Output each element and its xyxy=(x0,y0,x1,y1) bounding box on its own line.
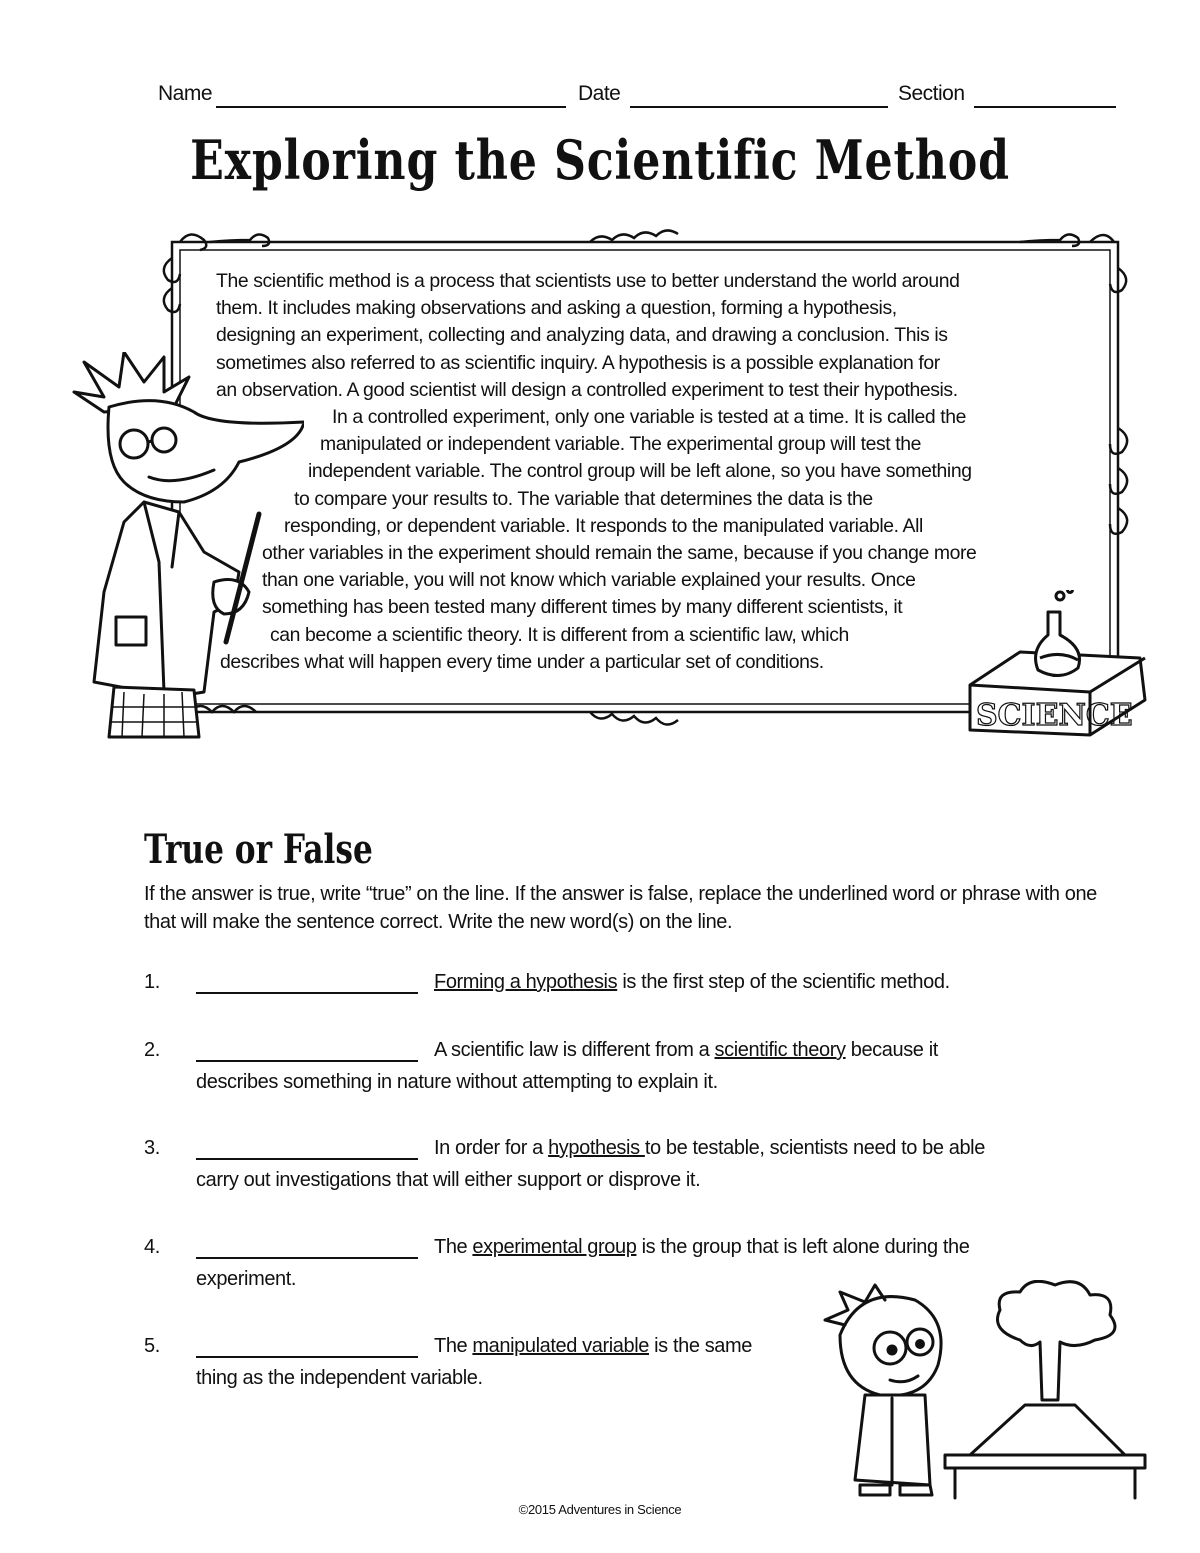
date-field[interactable] xyxy=(630,106,888,108)
underlined-term: manipulated variable xyxy=(472,1335,649,1357)
underlined-term: Forming a hypothesis xyxy=(434,971,618,993)
intro-line: than one variable, you will not know which variable explained your results. Once xyxy=(262,569,916,592)
intro-line: The scientific method is a process that scientists use to better understand the world around xyxy=(216,270,960,292)
intro-line: In a controlled experiment, only one variable is tested at a time. It is called the xyxy=(332,406,966,429)
intro-line: designing an experiment, collecting and analyzing data, and drawing a conclusion. This is xyxy=(216,324,948,347)
name-label: Name xyxy=(158,82,213,105)
intro-line: describes what will happen every time under a particular set of conditions. xyxy=(220,650,824,673)
science-book-illustration xyxy=(960,590,1160,740)
intro-line: can become a scientific theory. It is different from a scientific law, which xyxy=(270,623,849,646)
section-label: Section xyxy=(898,82,965,105)
question-text-cont: experiment. xyxy=(196,1268,297,1290)
question-text: The experimental group is the group that is left alone during the xyxy=(434,1236,970,1258)
section-title: True or False xyxy=(144,826,373,873)
answer-blank-5[interactable] xyxy=(196,1356,418,1358)
book-label: SCIENCE xyxy=(976,698,1133,733)
answer-blank-3[interactable] xyxy=(196,1158,418,1160)
question-text-cont: thing as the independent variable. xyxy=(196,1367,483,1389)
intro-line: sometimes also referred to as scientific inquiry. A hypothesis is a possible explanation for xyxy=(216,351,940,374)
intro-line: to compare your results to. The variable that determines the data is the xyxy=(294,487,873,510)
instructions: If the answer is true, write “true” on the line. If the answer is false, replace the underlined word or phrase with one that will make the sentence correct. Write the new word(s) on the line. xyxy=(144,883,1097,933)
intro-paragraph xyxy=(216,268,1088,676)
page-title: Exploring the Scientific Method xyxy=(190,128,1010,192)
answer-blank-4[interactable] xyxy=(196,1257,418,1259)
question-text-cont: describes something in nature without attempting to explain it. xyxy=(196,1071,718,1093)
question-number: 5. xyxy=(144,1335,160,1357)
question-text: In order for a hypothesis to be testable, scientists need to be able xyxy=(434,1137,985,1159)
underlined-term: scientific theory xyxy=(714,1039,846,1061)
intro-line: manipulated or independent variable. The experimental group will test the xyxy=(320,433,922,456)
question-text-cont: carry out investigations that will either support or disprove it. xyxy=(196,1169,701,1191)
kid-volcano-illustration xyxy=(820,1280,1160,1500)
copyright-footer: ©2015 Adventures in Science xyxy=(518,1502,682,1517)
scientist-illustration xyxy=(64,352,304,742)
question-text: Forming a hypothesis is the first step of the scientific method. xyxy=(434,971,950,993)
answer-blank-1[interactable] xyxy=(196,992,418,994)
question-text: A scientific law is different from a scientific theory because it xyxy=(434,1039,938,1061)
intro-line: responding, or dependent variable. It responds to the manipulated variable. All xyxy=(284,514,923,537)
question-number: 3. xyxy=(144,1137,160,1159)
question-number: 1. xyxy=(144,971,160,993)
intro-line: an observation. A good scientist will design a controlled experiment to test their hypothesis. xyxy=(216,378,958,401)
answer-blank-2[interactable] xyxy=(196,1060,418,1062)
question-number: 2. xyxy=(144,1039,160,1061)
date-label: Date xyxy=(578,82,621,105)
question-text: The manipulated variable is the same xyxy=(434,1335,753,1357)
underlined-term: experimental group xyxy=(472,1236,637,1258)
question-number: 4. xyxy=(144,1236,160,1258)
underlined-term: hypothesis xyxy=(548,1137,645,1159)
student-info-header xyxy=(158,80,1118,110)
name-field[interactable] xyxy=(216,106,566,108)
intro-line: independent variable. The control group will be left alone, so you have something xyxy=(308,460,972,483)
intro-line: them. It includes making observations and asking a question, forming a hypothesis, xyxy=(216,297,897,320)
section-field[interactable] xyxy=(974,106,1116,108)
intro-line: other variables in the experiment should remain the same, because if you change more xyxy=(262,542,977,565)
intro-line: something has been tested many different times by many different scientists, it xyxy=(262,596,903,619)
